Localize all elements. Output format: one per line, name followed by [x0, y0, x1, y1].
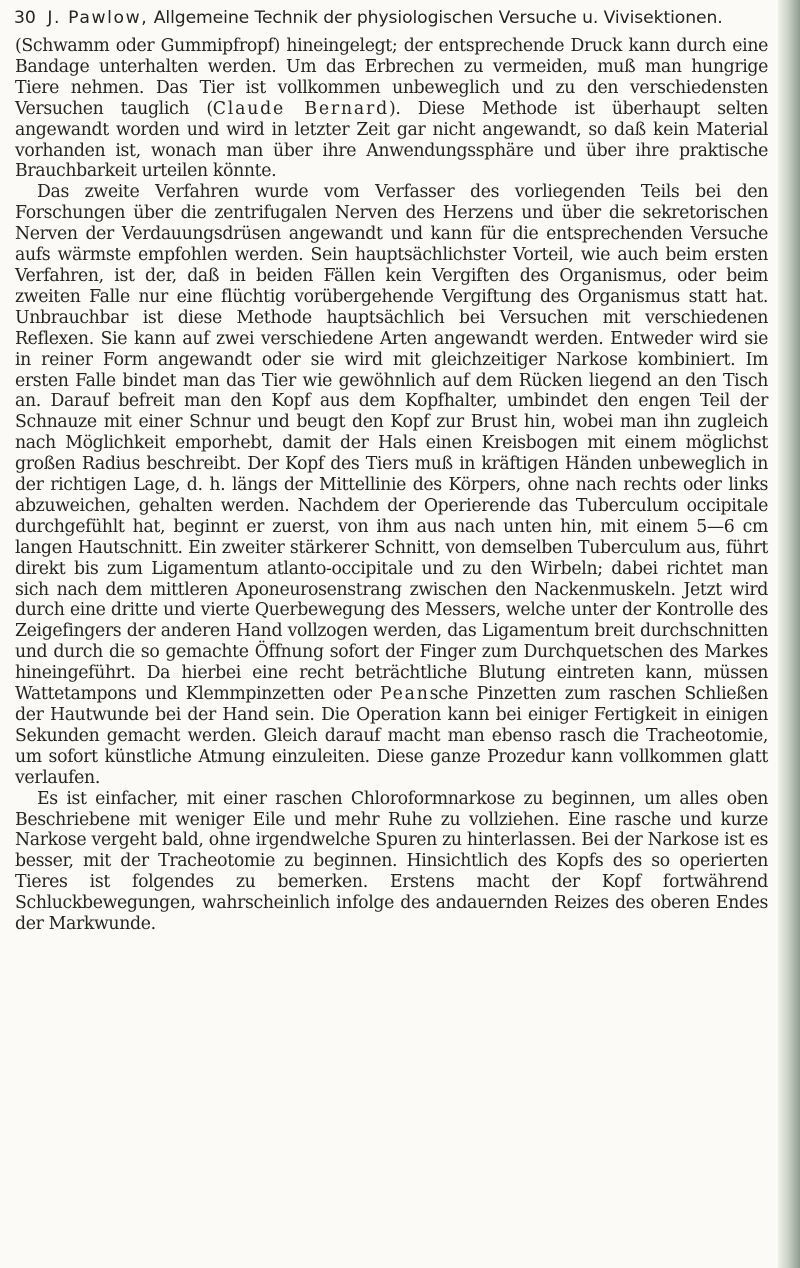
page-binding-edge: [778, 0, 800, 1268]
paragraph-2: [15, 182, 768, 788]
author-name: J. Pawlow,: [47, 8, 149, 28]
paragraph-1: [15, 36, 768, 182]
pean-name: Pean: [379, 684, 430, 705]
paragraph-1-part-1: (Schwamm oder Gummipfropf) hineingelegt; der entsprechende Druck kann durch eine Bandage unterhalten werden. Um das Erbrechen zu vermeiden, muß man hungrige Tiere nehmen. Das Tier ist vollkommen unbeweglich und zu den verschiedensten Versuchen tauglich (: [15, 36, 768, 119]
paragraph-2-part-2: sche Pinzetten zum raschen Schließen der Hautwunde bei der Hand sein. Die Operation kann bei einiger Fertigkeit in einigen Sekunden gemacht werden. Gleich darauf macht man ebenso rasch die Tracheotomie, um sofort künstliche Atmung einzuleiten. Diese ganze Prozedur kann vollkommen glatt verlaufen.: [15, 684, 768, 788]
page-number: 30: [14, 8, 36, 28]
body-text: [15, 36, 768, 935]
paragraph-3: Es ist einfacher, mit einer raschen Chloroformnarkose zu beginnen, um alles oben Beschriebene mit weniger Eile und mehr Ruhe zu vollziehen. Eine rasche und kurze Narkose vergeht bald, ohne irgendwelche Spuren zu hinterlassen. Bei der Narkose ist es besser, mit der Tracheotomie zu beginnen. Hinsichtlich des Kopfs des so operierten Tieres ist folgendes zu bemerken. Erstens macht der Kopf fortwährend Schluckbewegungen, wahrscheinlich infolge des andauernden Reizes des oberen Endes der Markwunde.: [15, 788, 768, 935]
chapter-title: Allgemeine Technik der physiologischen Versuche u. Vivisektionen.: [153, 8, 723, 28]
paragraph-1-part-2: ). Diese Methode ist überhaupt selten angewandt worden und wird in letzter Zeit gar nicht angewandt, so daß kein Material vorhanden ist, wonach man über ihre Anwendungssphäre und über ihre praktische Brauchbarkeit urteilen könnte.: [15, 98, 769, 182]
paragraph-2-part-1: Das zweite Verfahren wurde vom Verfasser des vorliegenden Teils bei den Forschungen über die zentrifugalen Nerven des Herzens und über die sekretorischen Nerven der Verdauungsdrüsen angewandt und kann für die entsprechenden Versuche aufs wärmste empfohlen werden. Sein hauptsächlichster Vorteil, wie auch beim ersten Verfahren, ist der, daß in beiden Fällen kein Vergiften des Organismus, oder beim zweiten Falle nur eine flüchtig vorübergehende Vergiftung des Organismus statt hat. Unbrauchbar ist diese Methode hauptsächlich bei Versuchen mit verschiedenen Reflexen. Sie kann auf zwei verschiedene Arten angewandt werden. Entweder wird sie in reiner Form angewandt oder sie wird mit gleichzeitiger Narkose kombiniert. Im ersten Falle bindet man das Tier wie gewöhnlich auf dem Rücken liegend an den Tisch an. Darauf befreit man den Kopf aus dem Kopfhalter, umbindet den engen Teil der Schnauze mit einer Schnur und beugt den Kopf zur Brust hin, wobei man ihn zugleich nach Möglichkeit emporhebt, damit der Hals einen Kreisbogen mit einem möglichst großen Radius beschreibt. Der Kopf des Tiers muß in kräftigen Händen unbeweglich in der richtigen Lage, d. h. längs der Mittellinie des Körpers, ohne nach rechts oder links abzuweichen, gehalten werden. Nachdem der Operierende das Tuberculum occipitale durchgefühlt hat, beginnt er zuerst, von ihm aus nach unten hin, mit einem 5—6 cm langen Hautschnitt. Ein zweiter stärkerer Schnitt, von demselben Tuberculum aus, führt direkt bis zum Ligamentum atlanto-occipitale und zu den Wirbeln; dabei richtet man sich nach dem mittleren Aponeurosenstrang zwischen den Nackenmuskeln. Jetzt wird durch eine dritte und vierte Querbewegung des Messers, welche unter der Kontrolle des Zeigefingers der anderen Hand vollzogen werden, das Ligamentum breit durchschnitten und durch die so gemachte Öffnung sofort der Finger zum Durchquetschen des Markes hineingeführt. Da hierbei eine recht beträchtliche Blutung eintreten kann, müssen Wattetampons und Klemmpinzetten oder: [15, 182, 768, 705]
cited-author-name: Claude Bernard: [212, 98, 389, 119]
running-head: [14, 6, 774, 30]
